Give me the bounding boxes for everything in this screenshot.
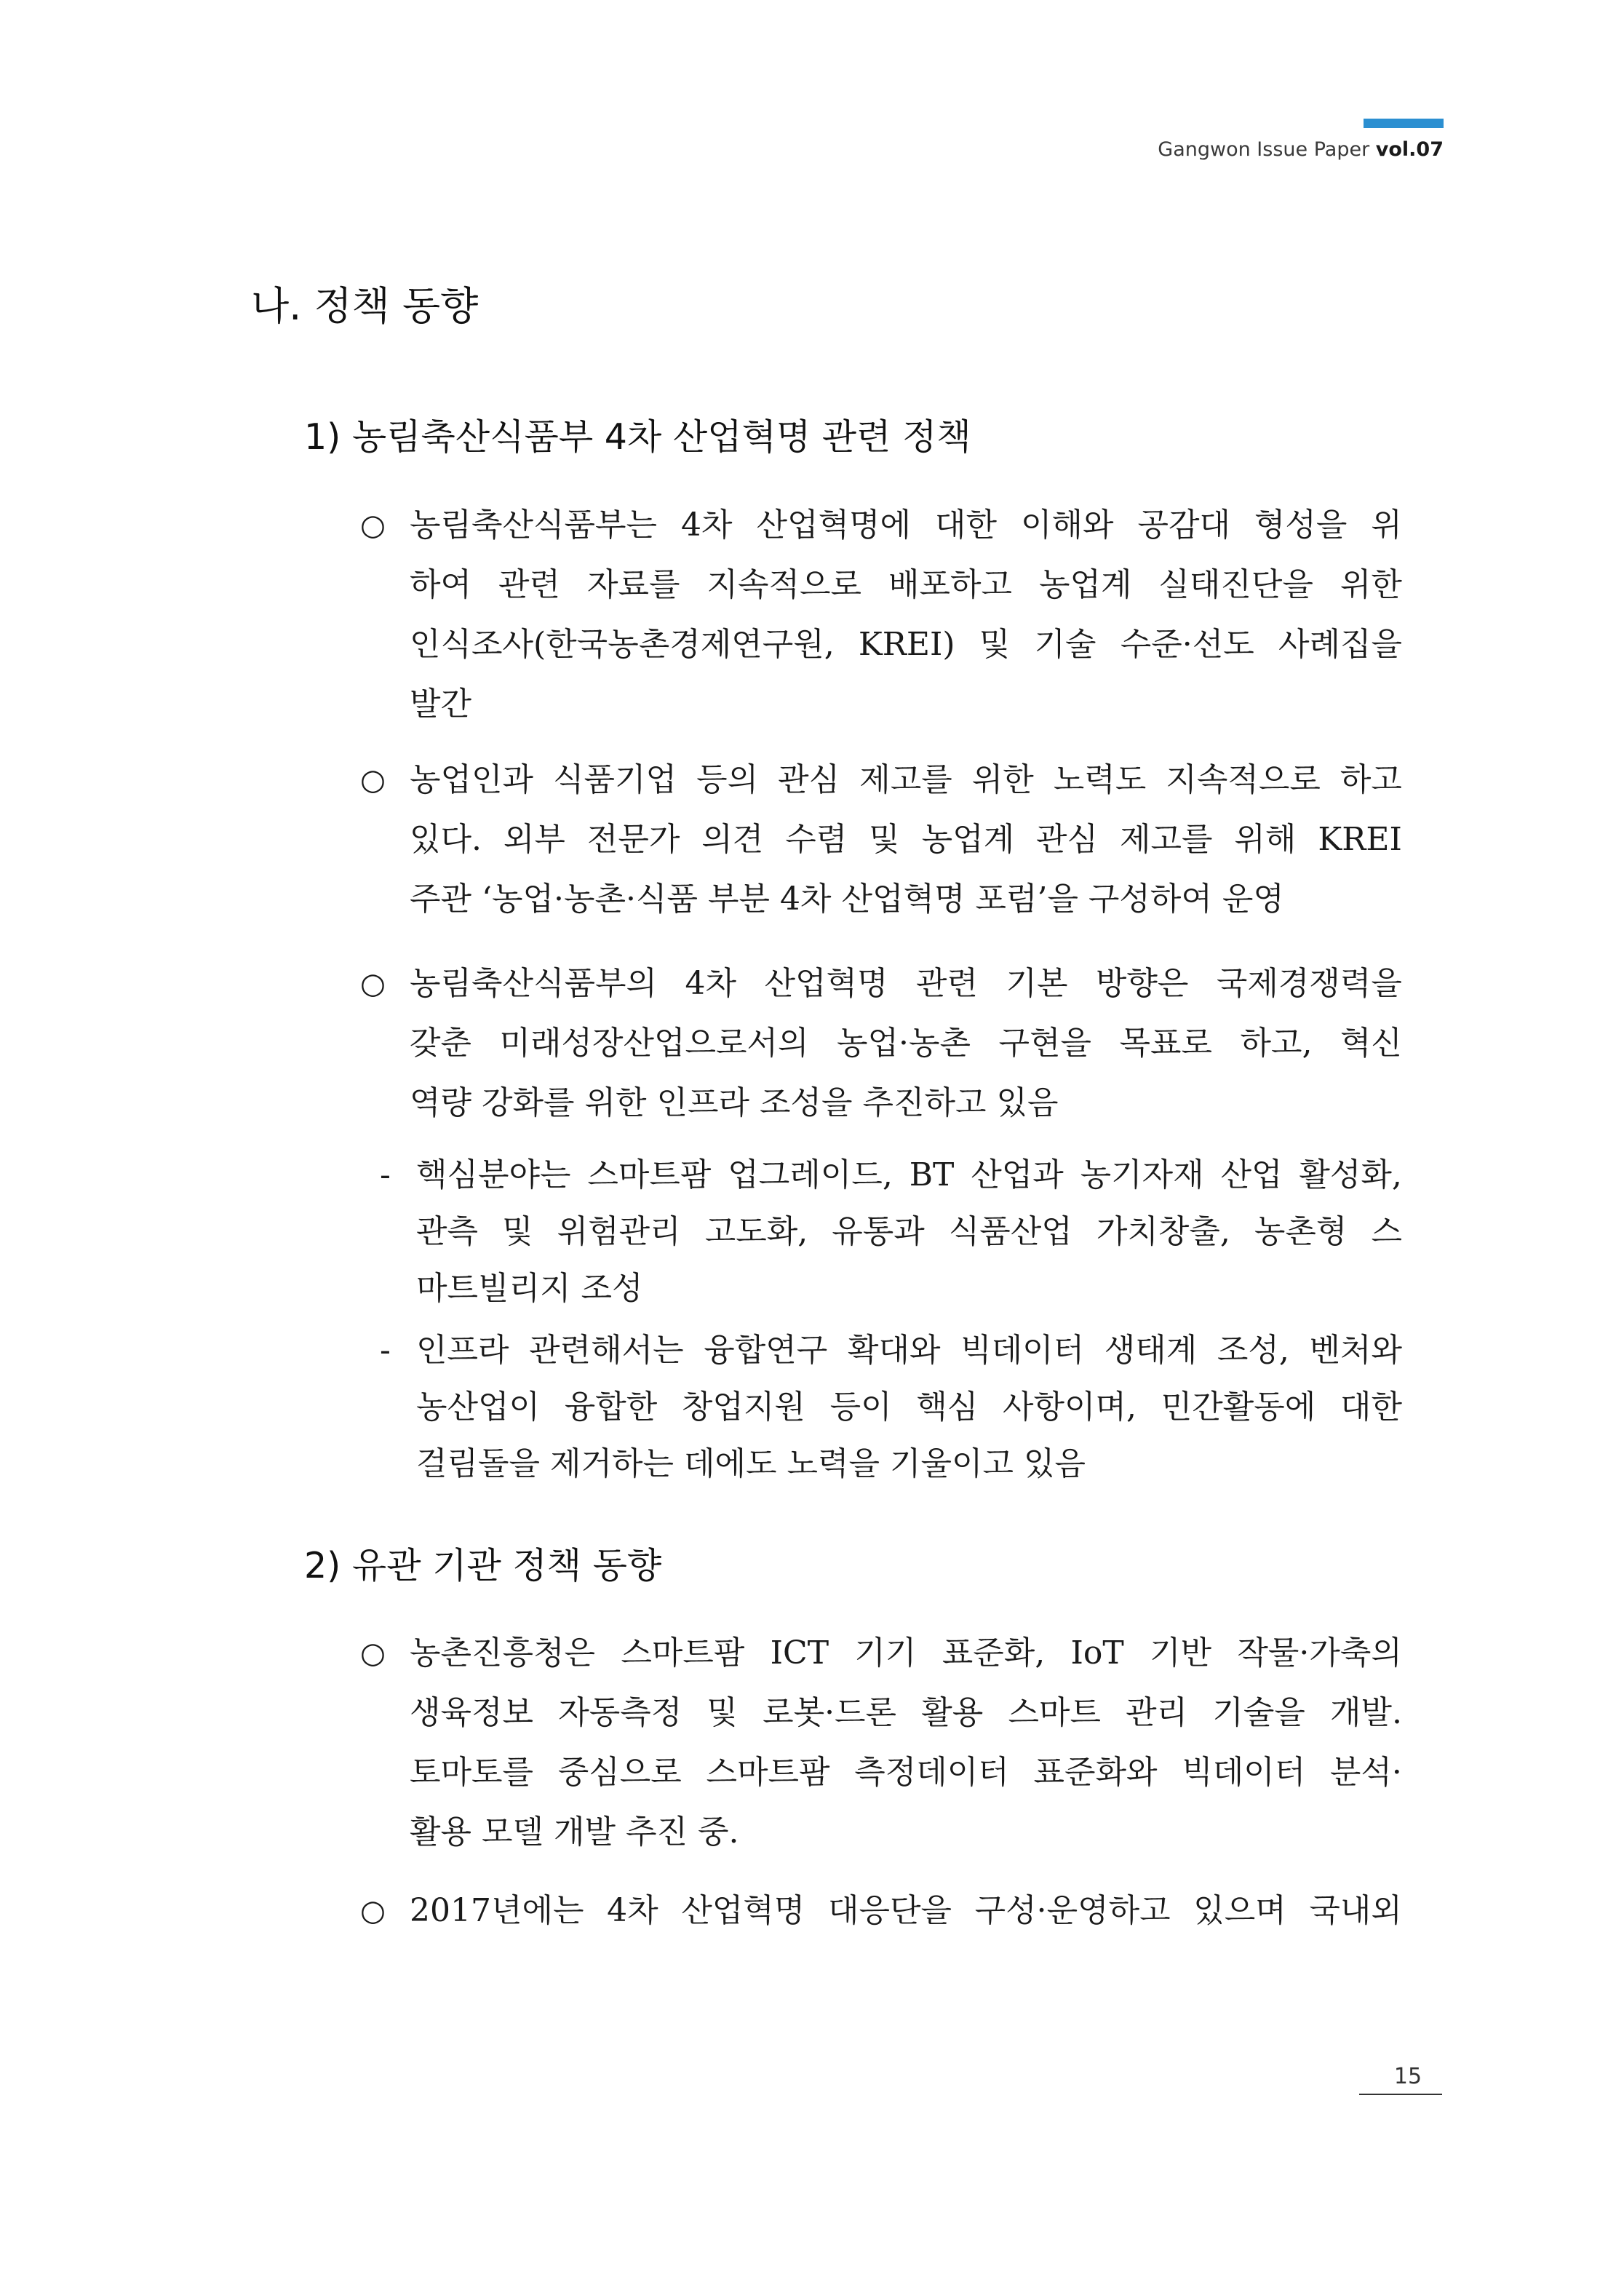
- text-line: [416, 1204, 1402, 1260]
- word: 산업혁명: [681, 1892, 805, 1929]
- word: 하여: [410, 566, 472, 603]
- word: 산업과: [971, 1156, 1064, 1193]
- bullet-paragraph: [360, 954, 1402, 1133]
- text-line: 발간: [410, 686, 472, 723]
- text-line: [410, 1881, 1402, 1941]
- text-line: [410, 810, 1402, 870]
- word: 표준화,: [942, 1634, 1046, 1672]
- word: 농림축산식품부의: [410, 965, 658, 1002]
- bullet-paragraph: [360, 1881, 1402, 1941]
- word: 대응단을: [827, 1892, 952, 1929]
- word: 혁신: [1340, 1025, 1402, 1062]
- word: 기기: [854, 1634, 917, 1672]
- word: 개발.: [1330, 1694, 1402, 1731]
- word: 인식조사(한국농촌경제연구원,: [410, 626, 835, 663]
- text-line: 주관 ‘농업·농촌·식품 부분 4차 산업혁명 포럼’을 구성하여 운영: [410, 881, 1284, 918]
- word: 목표로: [1119, 1025, 1212, 1062]
- word: 갖춘: [410, 1025, 472, 1062]
- page-number: 15: [1393, 2064, 1422, 2089]
- dash-paragraph: [380, 1322, 1402, 1493]
- text-line: 걸림돌을 제거하는 데에도 노력을 기울이고 있음: [416, 1445, 1086, 1482]
- subsection-title-1: 1) 농림축산식품부 4차 산업혁명 관련 정책: [304, 416, 971, 458]
- text-line: [410, 615, 1402, 675]
- word: BT: [909, 1156, 955, 1193]
- publication-name: Gangwon Issue Paper: [1158, 138, 1376, 161]
- word: 농업인과: [410, 761, 534, 798]
- word: 등의: [696, 761, 759, 798]
- dash-mark: -: [380, 1332, 391, 1369]
- word: 등이: [829, 1388, 892, 1426]
- word: 위험관리: [557, 1213, 681, 1250]
- word: 농업·농촌: [837, 1025, 971, 1062]
- text-line: 마트빌리지 조성: [416, 1270, 643, 1307]
- word: 로봇·드론: [763, 1694, 897, 1731]
- word: 방향은: [1095, 965, 1189, 1002]
- word: 수준·선도: [1120, 626, 1254, 663]
- word: 및: [979, 626, 1011, 663]
- bullet-mark: ○: [360, 1637, 386, 1670]
- word: 창업지원: [681, 1388, 805, 1426]
- word: 중심으로: [557, 1754, 682, 1791]
- section-title: 나. 정책 동향: [251, 283, 479, 329]
- word: 형성을: [1254, 506, 1348, 544]
- word: 관련해서는: [529, 1332, 684, 1369]
- bullet-paragraph: [360, 496, 1402, 734]
- word: 조성,: [1217, 1332, 1289, 1369]
- word: 스: [1371, 1213, 1402, 1250]
- dash-mark: -: [380, 1156, 391, 1193]
- word: 식품기업: [553, 761, 677, 798]
- word: 융합연구: [704, 1332, 828, 1369]
- text-line: [410, 954, 1402, 1014]
- subsection-title-2: 2) 유관 기관 정책 동향: [304, 1545, 662, 1586]
- word: 농업계: [921, 821, 1015, 858]
- word: 활성화,: [1299, 1156, 1402, 1193]
- word: 위한: [971, 761, 1034, 798]
- word: 2017년에는: [410, 1892, 584, 1929]
- word: 인프라: [416, 1332, 509, 1369]
- word: 있으며: [1193, 1892, 1286, 1929]
- word: 사례집을: [1278, 626, 1402, 663]
- word: 산업혁명에: [756, 506, 911, 544]
- word: 대한: [1340, 1388, 1402, 1426]
- text-line: 역량 강화를 위한 인프라 조성을 추진하고 있음: [410, 1084, 1059, 1121]
- word: 4차: [685, 965, 736, 1002]
- word: 국제경쟁력을: [1216, 965, 1402, 1002]
- word: 분석·: [1329, 1754, 1402, 1791]
- word: KREI): [858, 626, 955, 663]
- word: 유통과: [832, 1213, 925, 1250]
- word: 구현을: [998, 1025, 1091, 1062]
- word: 가치창출,: [1096, 1213, 1230, 1250]
- word: IoT: [1070, 1634, 1124, 1672]
- word: 표준화와: [1033, 1754, 1158, 1791]
- word: 확대와: [847, 1332, 941, 1369]
- word: 스마트팜: [706, 1754, 830, 1791]
- bullet-paragraph: [360, 750, 1402, 929]
- page-number-rule: [1359, 2094, 1442, 2095]
- word: 위해: [1234, 821, 1297, 858]
- text-line: [410, 1683, 1402, 1743]
- word: 관심: [1036, 821, 1099, 858]
- word: 이해와: [1020, 506, 1114, 544]
- word: 스마트: [1008, 1694, 1101, 1731]
- word: 의견: [701, 821, 764, 858]
- word: 산업혁명: [764, 965, 888, 1002]
- word: 수렴: [785, 821, 848, 858]
- word: 관측: [416, 1213, 479, 1250]
- word: 자료를: [586, 566, 680, 603]
- word: 활용: [921, 1694, 984, 1731]
- word: 농림축산식품부는: [410, 506, 658, 544]
- word: 벤처와: [1309, 1332, 1402, 1369]
- word: 관련: [498, 566, 560, 603]
- running-header: [1158, 138, 1444, 161]
- dash-paragraph: [380, 1147, 1402, 1317]
- word: 스마트팜: [621, 1634, 745, 1672]
- word: 제고를: [859, 761, 952, 798]
- bullet-mark: ○: [360, 967, 386, 1001]
- text-line: 활용 모델 개발 추진 중.: [410, 1813, 739, 1851]
- word: 및: [869, 821, 900, 858]
- text-line: [416, 1147, 1402, 1204]
- word: 4차: [681, 506, 733, 544]
- header-accent-bar: [1364, 119, 1444, 128]
- text-line: [416, 1322, 1402, 1379]
- word: 공감대: [1137, 506, 1230, 544]
- word: 업그레이드,: [728, 1156, 893, 1193]
- word: 국내외: [1309, 1892, 1402, 1929]
- word: 4차: [607, 1892, 658, 1929]
- word: 지속적으로: [1166, 761, 1321, 798]
- word: 민간활동에: [1161, 1388, 1316, 1426]
- text-line: [410, 1624, 1402, 1683]
- word: 기반: [1150, 1634, 1212, 1672]
- word: 기본: [1006, 965, 1068, 1002]
- word: 있다.: [410, 821, 482, 858]
- word: 하고: [1340, 761, 1402, 798]
- volume-label: vol.07: [1375, 138, 1444, 161]
- word: 자동측정: [558, 1694, 682, 1731]
- bullet-mark: ○: [360, 1894, 386, 1928]
- word: 전문가: [586, 821, 680, 858]
- word: 위한: [1340, 566, 1402, 603]
- word: 미래성장산업으로서의: [499, 1025, 809, 1062]
- word: 농업계: [1038, 566, 1132, 603]
- word: KREI: [1318, 821, 1402, 858]
- word: 구성·운영하고: [974, 1892, 1171, 1929]
- word: 사항이며,: [1003, 1388, 1137, 1426]
- word: 농촌진흥청은: [410, 1634, 596, 1672]
- word: 빅데이터: [960, 1332, 1085, 1369]
- word: 생태계: [1104, 1332, 1198, 1369]
- word: 토마토를: [410, 1754, 534, 1791]
- word: ICT: [770, 1634, 829, 1672]
- word: 생육정보: [410, 1694, 534, 1731]
- word: 노력도: [1053, 761, 1147, 798]
- word: 핵심: [916, 1388, 979, 1426]
- word: 기술을: [1212, 1694, 1305, 1731]
- word: 농산업이: [416, 1388, 541, 1426]
- word: 농기자재: [1080, 1156, 1204, 1193]
- word: 융합한: [564, 1388, 658, 1426]
- word: 대한: [934, 506, 997, 544]
- word: 농촌형: [1254, 1213, 1348, 1250]
- word: 제고를: [1119, 821, 1213, 858]
- word: 산업: [1220, 1156, 1283, 1193]
- word: 측정데이터: [854, 1754, 1009, 1791]
- word: 및: [502, 1213, 533, 1250]
- word: 식품산업: [948, 1213, 1072, 1250]
- word: 관련: [915, 965, 978, 1002]
- text-line: [410, 496, 1402, 555]
- word: 위: [1371, 506, 1402, 544]
- word: 기술: [1034, 626, 1096, 663]
- word: 관리: [1126, 1694, 1188, 1731]
- word: 핵심분야는: [416, 1156, 571, 1193]
- text-line: [410, 555, 1402, 615]
- bullet-mark: ○: [360, 509, 386, 542]
- word: 배포하고: [888, 566, 1012, 603]
- bullet-paragraph: [360, 1624, 1402, 1862]
- bullet-mark: ○: [360, 763, 386, 797]
- word: 지속적으로: [706, 566, 861, 603]
- word: 및: [706, 1694, 738, 1731]
- word: 작물·가축의: [1237, 1634, 1402, 1672]
- word: 외부: [503, 821, 565, 858]
- word: 스마트팜: [587, 1156, 712, 1193]
- text-line: [410, 1743, 1402, 1803]
- word: 빅데이터: [1182, 1754, 1306, 1791]
- word: 관심: [778, 761, 840, 798]
- text-line: [410, 1014, 1402, 1073]
- word: 실태진단을: [1158, 566, 1313, 603]
- text-line: [410, 750, 1402, 810]
- word: 하고,: [1240, 1025, 1313, 1062]
- word: 고도화,: [704, 1213, 808, 1250]
- text-line: [416, 1379, 1402, 1436]
